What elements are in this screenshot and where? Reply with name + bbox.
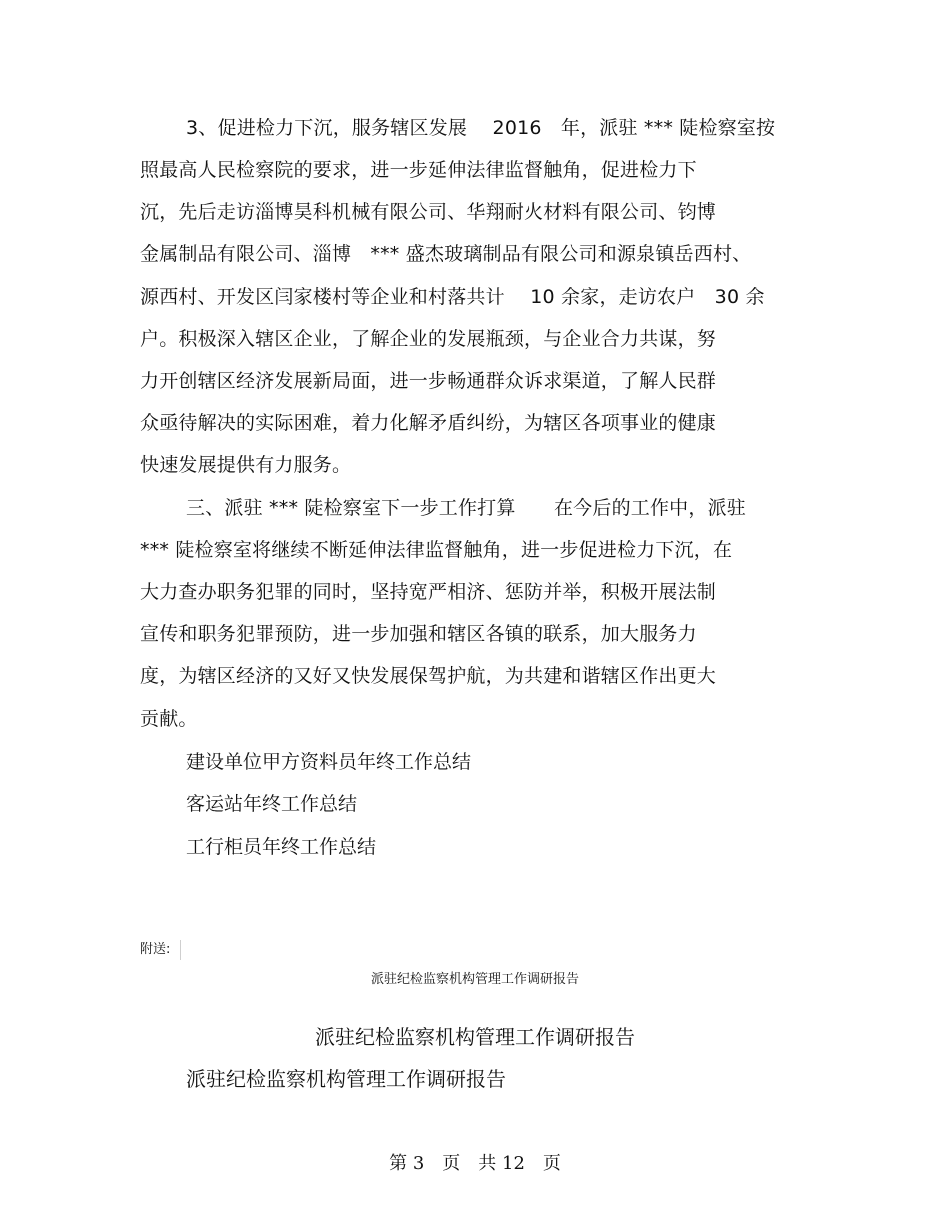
paragraph-1-line: 众亟待解决的实际困难，着力化解矛盾纠纷，为辖区各项事业的健康: [140, 412, 717, 434]
paragraph-1-line: 源西村、开发区闫家楼村等企业和村落共计 10 余家，走访农户 30 余: [140, 286, 765, 308]
paragraph-2-line: 三、派驻 *** 陡检察室下一步工作打算 在今后的工作中，派驻: [186, 497, 746, 519]
attachment-label-row: [140, 940, 181, 960]
paragraph-1-line: 快速发展提供有力服务。: [140, 454, 352, 476]
related-title-item: 客运站年终工作总结: [186, 793, 358, 815]
paragraph-2-line: 宣传和职务犯罪预防，进一步加强和辖区各镇的联系，加大服务力: [140, 623, 697, 645]
attachment-small-title: 派驻纪检监察机构管理工作调研报告: [370, 972, 579, 987]
paragraph-1-line: 沉，先后走访淄博昊科机械有限公司、华翔耐火材料有限公司、钧博: [140, 201, 717, 223]
paragraph-2-line: 大力查办职务犯罪的同时，坚持宽严相济、惩防并举，积极开展法制: [140, 581, 717, 603]
paragraph-2-line: 度，为辖区经济的又好又快发展保驾护航，为共建和谐辖区作出更大: [140, 665, 717, 687]
paragraph-2-line: *** 陡检察室将继续不断延伸法律监督触角，进一步促进检力下沉，在: [140, 539, 733, 561]
paragraph-1-line: 户。积极深入辖区企业，了解企业的发展瓶颈，与企业合力共谋，努: [140, 328, 717, 350]
paragraph-1-line: 金属制品有限公司、淄博 *** 盛杰玻璃制品有限公司和源泉镇岳西村、: [140, 243, 752, 265]
attachment-label: 附送:: [140, 942, 171, 957]
paragraph-1-line: 力开创辖区经济发展新局面，进一步畅通群众诉求渠道，了解人民群: [140, 370, 717, 392]
attachment-divider: [180, 940, 181, 960]
related-title-item: 建设单位甲方资料员年终工作总结: [186, 751, 472, 773]
related-title-item: 工行柜员年终工作总结: [186, 836, 377, 858]
paragraph-1-line: 3、促进检力下沉，服务辖区发展 2016 年，派驻 *** 陡检察室按: [186, 117, 776, 139]
paragraph-2-line: 贡献。: [140, 708, 198, 730]
attachment-big-title: 派驻纪检监察机构管理工作调研报告: [315, 1025, 635, 1049]
paragraph-1-line: 照最高人民检察院的要求，进一步延伸法律监督触角，促进检力下: [140, 159, 697, 181]
attachment-sub-title: 派驻纪检监察机构管理工作调研报告: [186, 1067, 506, 1091]
page-number-footer: 第 3 页 共 12 页: [389, 1153, 561, 1174]
